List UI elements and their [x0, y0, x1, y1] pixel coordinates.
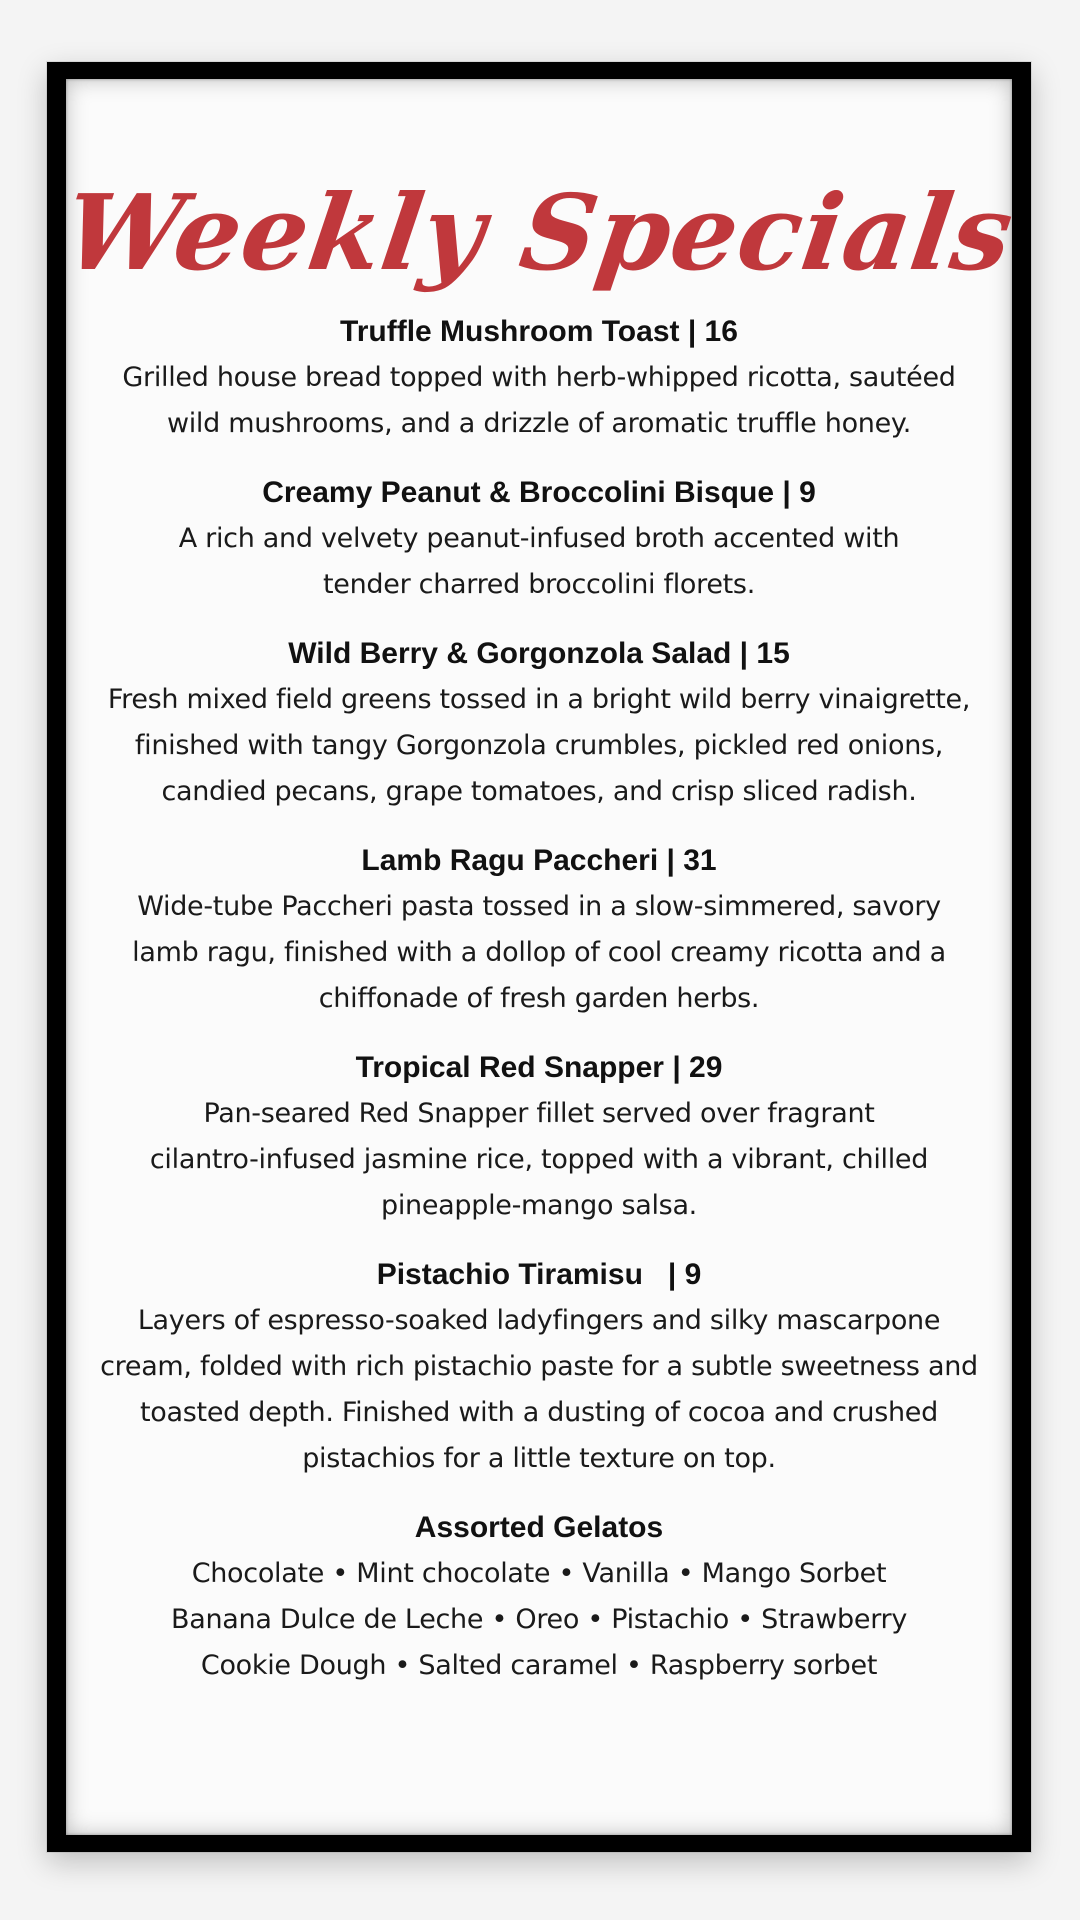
gelato-flavors-line: Banana Dulce de Leche • Oreo • Pistachio • Strawberry [170, 1604, 908, 1635]
item-description [86, 1091, 992, 1229]
menu-item-assorted-gelatos [86, 1505, 992, 1689]
description-line: pistachios for a little texture on top. [302, 1443, 776, 1474]
menu-item-tropical-red-snapper [86, 1045, 992, 1229]
description-line: cream, folded with rich pistachio paste for a subtle sweetness and [100, 1351, 978, 1382]
menu-title: Weekly Specials [57, 171, 1021, 294]
description-line: Fresh mixed field greens tossed in a bright wild berry vinaigrette, [107, 684, 971, 715]
item-name: Creamy Peanut & Broccolini Bisque | 9 [262, 476, 816, 509]
menu-item-peanut-broccolini-bisque [86, 470, 992, 608]
item-description [86, 355, 992, 447]
item-name: Truffle Mushroom Toast | 16 [340, 315, 738, 348]
description-line: finished with tangy Gorgonzola crumbles, pickled red onions, [134, 730, 944, 761]
menu-content [57, 79, 1021, 1835]
description-line: Wide-tube Paccheri pasta tossed in a slow-simmered, savory [137, 891, 941, 922]
item-description [86, 1551, 992, 1689]
description-line: pineapple-mango salsa. [381, 1190, 697, 1221]
description-line: cilantro-infused jasmine rice, topped with a vibrant, chilled [149, 1144, 929, 1175]
description-line: toasted depth. Finished with a dusting of cocoa and crushed [140, 1397, 938, 1428]
item-description [86, 1298, 992, 1482]
description-line: candied pecans, grape tomatoes, and crisp sliced radish. [161, 776, 917, 807]
menu-item-pistachio-tiramisu [86, 1252, 992, 1482]
gelato-flavors-line: Chocolate • Mint chocolate • Vanilla • Mango Sorbet [191, 1558, 887, 1589]
item-name: Lamb Ragu Paccheri | 31 [361, 844, 717, 877]
menu-item-lamb-ragu-paccheri [86, 838, 992, 1022]
description-line: wild mushrooms, and a drizzle of aromatic truffle honey. [166, 408, 912, 439]
item-name: Tropical Red Snapper | 29 [355, 1051, 723, 1084]
menu-item-truffle-mushroom-toast [86, 309, 992, 447]
gelato-flavors-line: Cookie Dough • Salted caramel • Raspberry sorbet [200, 1650, 878, 1681]
description-line: Grilled house bread topped with herb-whipped ricotta, sautéed [122, 362, 956, 393]
description-line: chiffonade of fresh garden herbs. [318, 983, 760, 1014]
menu-paper [57, 79, 1021, 1835]
description-line: Layers of espresso-soaked ladyfingers and silky mascarpone [137, 1305, 941, 1336]
description-line: tender charred broccolini florets. [323, 569, 755, 600]
description-line: Pan-seared Red Snapper fillet served over fragrant [203, 1098, 875, 1129]
item-description [86, 884, 992, 1022]
item-name: Assorted Gelatos [414, 1511, 664, 1544]
description-line: A rich and velvety peanut-infused broth accented with [178, 523, 900, 554]
item-name: Pistachio Tiramisu | 9 [376, 1258, 702, 1291]
menu-frame [47, 62, 1031, 1852]
menu-items [66, 309, 1012, 1689]
item-description [86, 677, 992, 815]
item-name: Wild Berry & Gorgonzola Salad | 15 [288, 637, 790, 670]
menu-item-berry-gorgonzola-salad [86, 631, 992, 815]
description-line: lamb ragu, finished with a dollop of cool creamy ricotta and a [132, 937, 946, 968]
item-description [86, 516, 992, 608]
